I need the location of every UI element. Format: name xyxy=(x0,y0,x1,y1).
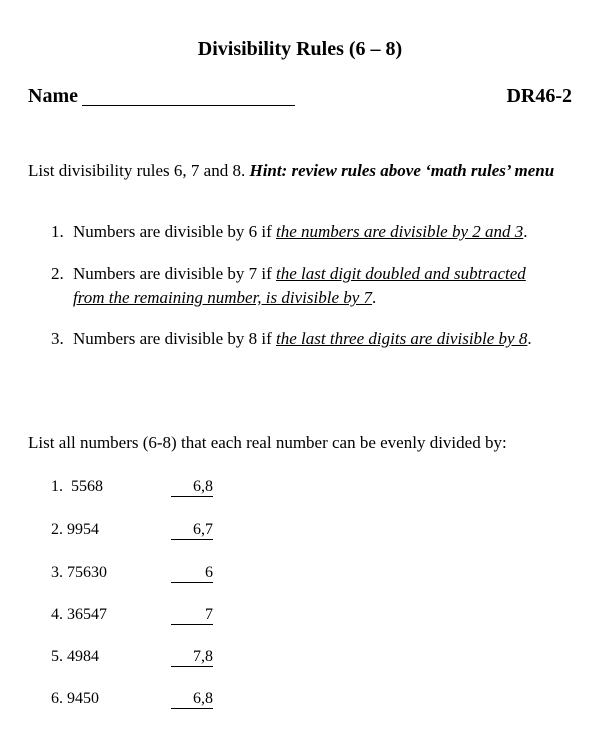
number-label: 3. 75630 xyxy=(51,564,107,581)
instructions-rules xyxy=(28,160,573,182)
rule-answer: the numbers are divisible by 2 and 3 xyxy=(276,222,524,241)
number-answer: 6,8 xyxy=(171,690,213,709)
instructions-numbers: List all numbers (6-8) that each real number can be evenly divided by: xyxy=(28,433,507,452)
number-item xyxy=(51,648,231,670)
rule-prefix: Numbers are divisible by 7 if xyxy=(73,264,277,283)
document-code: DR46-2 xyxy=(506,85,572,107)
instructions-text: List divisibility rules 6, 7 and 8. xyxy=(28,161,250,180)
rule-suffix: . xyxy=(527,329,532,348)
rule-suffix: . xyxy=(372,288,377,307)
rule-number: 3. xyxy=(51,329,64,348)
rule-item xyxy=(51,262,581,310)
rule-number: 1. xyxy=(51,222,64,241)
rule-item xyxy=(51,327,532,351)
number-answer: 7 xyxy=(171,606,213,625)
number-label: 2. 9954 xyxy=(51,521,99,538)
number-answer: 6,7 xyxy=(171,521,213,540)
number-label: 1. 5568 xyxy=(51,478,103,495)
name-label: Name xyxy=(28,85,78,107)
number-label: 5. 4984 xyxy=(51,648,99,665)
rule-answer-line2: from the remaining number, is divisible by 7 xyxy=(73,288,373,307)
rule-item xyxy=(51,220,528,244)
rule-suffix: . xyxy=(523,222,528,241)
number-item xyxy=(51,478,231,500)
rule-prefix: Numbers are divisible by 8 if xyxy=(73,329,277,348)
number-label: 6. 9450 xyxy=(51,690,99,707)
rule-answer: the last three digits are divisible by 8 xyxy=(276,329,528,348)
number-item xyxy=(51,521,231,543)
rule-answer-line1: the last digit doubled and subtracted xyxy=(276,264,526,283)
number-item xyxy=(51,564,231,586)
rule-prefix: Numbers are divisible by 6 if xyxy=(73,222,277,241)
number-answer: 6,8 xyxy=(171,478,213,497)
page-title: Divisibility Rules (6 – 8) xyxy=(197,38,403,60)
number-item xyxy=(51,690,231,712)
number-label: 4. 36547 xyxy=(51,606,107,623)
number-answer: 6 xyxy=(171,564,213,583)
number-item xyxy=(51,606,231,628)
name-blank-line xyxy=(82,105,295,106)
rule-number: 2. xyxy=(51,264,64,283)
hint-text: Hint: review rules above ‘math rules’ menu xyxy=(249,161,555,180)
number-answer: 7,8 xyxy=(171,648,213,667)
